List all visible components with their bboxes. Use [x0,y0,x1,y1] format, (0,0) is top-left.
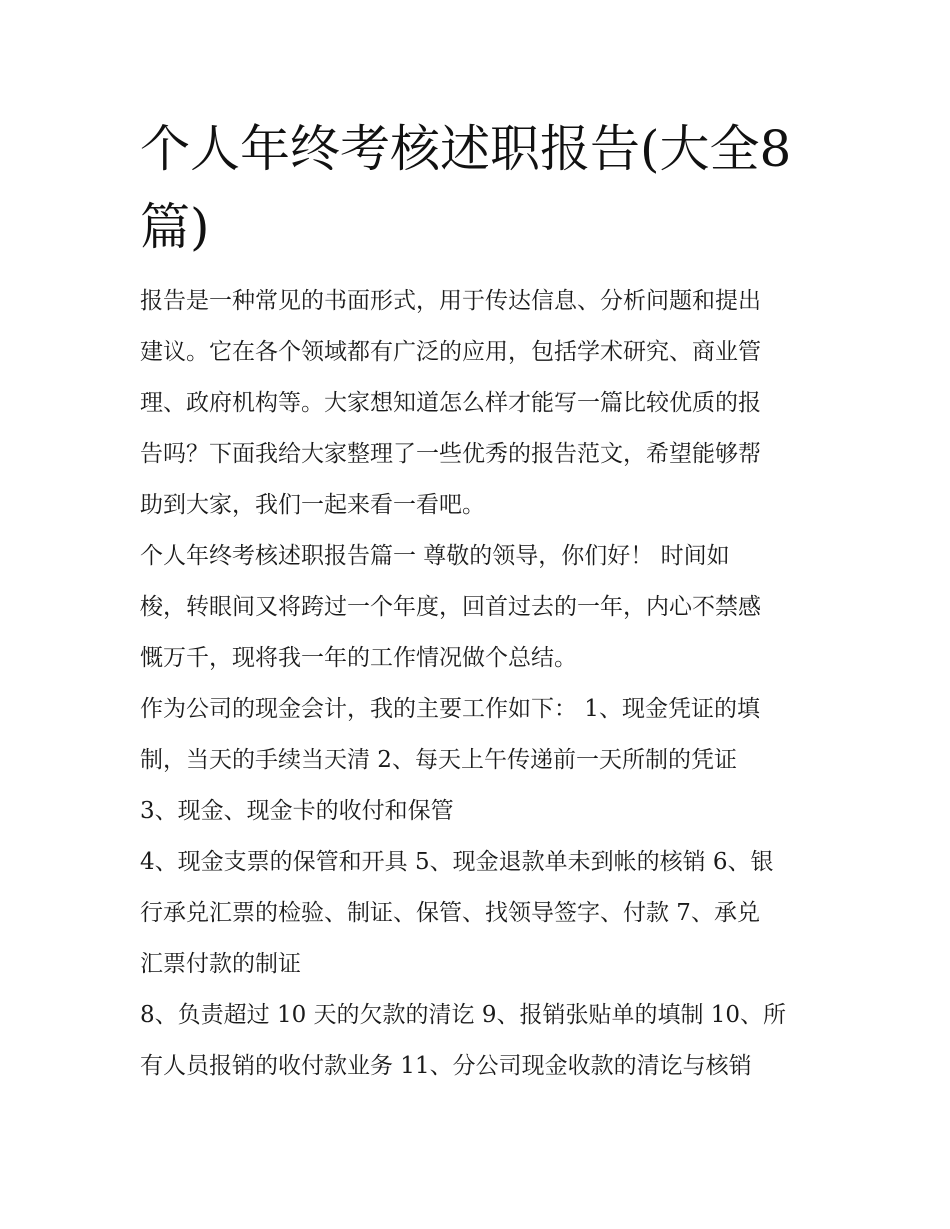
body-line: 作为公司的现金会计，我的主要工作如下： 1、现金凭证的填 [140,696,760,722]
title-line: 个人年终考核述职报告(大全8 [140,120,792,178]
body-line: 行承兑汇票的检验、制证、保管、找领导签字、付款 7、承兑 [140,900,760,926]
body-line: 报告是一种常见的书面形式，用于传达信息、分析问题和提出 [140,288,761,314]
body-line: 8、负责超过 10 天的欠款的清讫 9、报销张贴单的填制 10、所 [140,1002,787,1028]
document-title [140,110,820,266]
body-line: 个人年终考核述职报告篇一 尊敬的领导，你们好！ 时间如 [140,543,730,569]
body-line: 制，当天的手续当天清 2、每天上午传递前一天所制的凭证 [140,747,737,773]
body-line: 告吗？下面我给大家整理了一些优秀的报告范文，希望能够帮 [140,441,761,467]
title-line: 篇) [140,198,210,256]
body-line: 助到大家，我们一起来看一看吧。 [140,492,485,518]
body-line: 慨万千，现将我一年的工作情况做个总结。 [140,645,577,671]
body-line: 3、现金、现金卡的收付和保管 [140,798,454,824]
body-line: 建议。它在各个领域都有广泛的应用，包括学术研究、商业管 [140,339,761,365]
body-line: 汇票付款的制证 [140,951,301,977]
body-line: 4、现金支票的保管和开具 5、现金退款单未到帐的核销 6、银 [140,849,774,875]
body-line: 有人员报销的收付款业务 11、分公司现金收款的清讫与核销 [140,1053,752,1079]
body-line: 理、政府机构等。大家想知道怎么样才能写一篇比较优质的报 [140,390,761,416]
body-line: 梭，转眼间又将跨过一个年度，回首过去的一年，内心不禁感 [140,594,761,620]
document-body [140,276,812,1092]
